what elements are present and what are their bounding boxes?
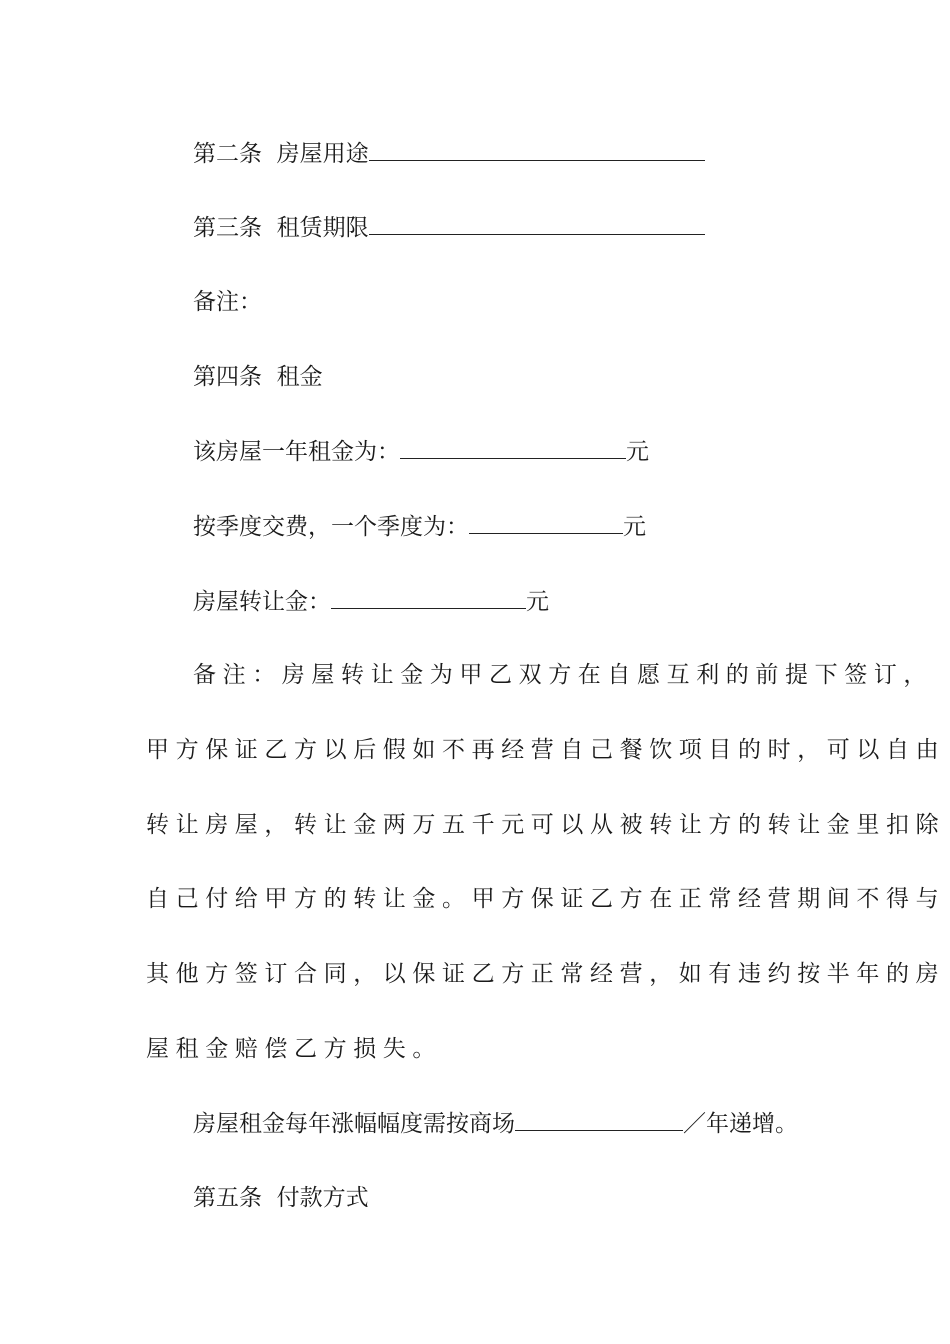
transfer-fee-label: 房屋转让金： — [193, 589, 331, 615]
article-3-label: 第三条 — [193, 215, 262, 241]
term-blank — [369, 212, 705, 235]
transfer-fee-blank — [331, 586, 526, 609]
article-2-title: 房屋用途 — [276, 141, 369, 167]
article-4-label: 第四条 — [193, 364, 262, 390]
annual-rent-line — [193, 436, 649, 467]
quarterly-rent-label: 按季度交费，一个季度为： — [193, 514, 469, 540]
note-paragraph-line: 转让房屋，转让金两万五千元可以从被转让方的转让金里扣除 — [146, 812, 946, 838]
usage-blank — [369, 138, 705, 161]
annual-rent-label: 该房屋一年租金为： — [193, 439, 400, 465]
note-paragraph-line: 屋租金赔偿乙方损失。 — [146, 1036, 442, 1062]
note-paragraph-line: 其他方签订合同，以保证乙方正常经营，如有违约按半年的房 — [146, 961, 946, 987]
article-5-label: 第五条 — [193, 1185, 262, 1211]
rent-increase-line — [193, 1108, 798, 1139]
note-paragraph-line: 甲方保证乙方以后假如不再经营自己餐饮项目的时，可以自由 — [146, 737, 946, 763]
article-5-line — [193, 1183, 369, 1213]
rent-increase-label: 房屋租金每年涨幅幅度需按商场 — [193, 1111, 515, 1137]
note-paragraph-line: 备注：房屋转让金为甲乙双方在自愿互利的前提下签订， — [193, 662, 933, 688]
note-paragraph-line: 自己付给甲方的转让金。甲方保证乙方在正常经营期间不得与 — [146, 886, 946, 912]
article-5-title: 付款方式 — [276, 1185, 369, 1211]
quarterly-rent-blank — [469, 511, 623, 534]
note-heading: 备注： — [193, 289, 262, 315]
article-2-line — [193, 138, 705, 169]
transfer-fee-unit: 元 — [526, 589, 549, 615]
quarterly-rent-line — [193, 511, 646, 542]
quarterly-rent-unit: 元 — [623, 514, 646, 540]
annual-rent-blank — [400, 436, 626, 459]
article-2-label: 第二条 — [193, 141, 262, 167]
annual-rent-unit: 元 — [626, 439, 649, 465]
article-4-title: 租金 — [276, 364, 323, 390]
article-3-title: 租赁期限 — [276, 215, 369, 241]
article-4-line — [193, 362, 323, 392]
article-3-line — [193, 212, 705, 243]
rent-increase-blank — [515, 1108, 683, 1131]
transfer-fee-line — [193, 586, 549, 617]
rent-increase-suffix: ／年递增。 — [683, 1111, 798, 1137]
